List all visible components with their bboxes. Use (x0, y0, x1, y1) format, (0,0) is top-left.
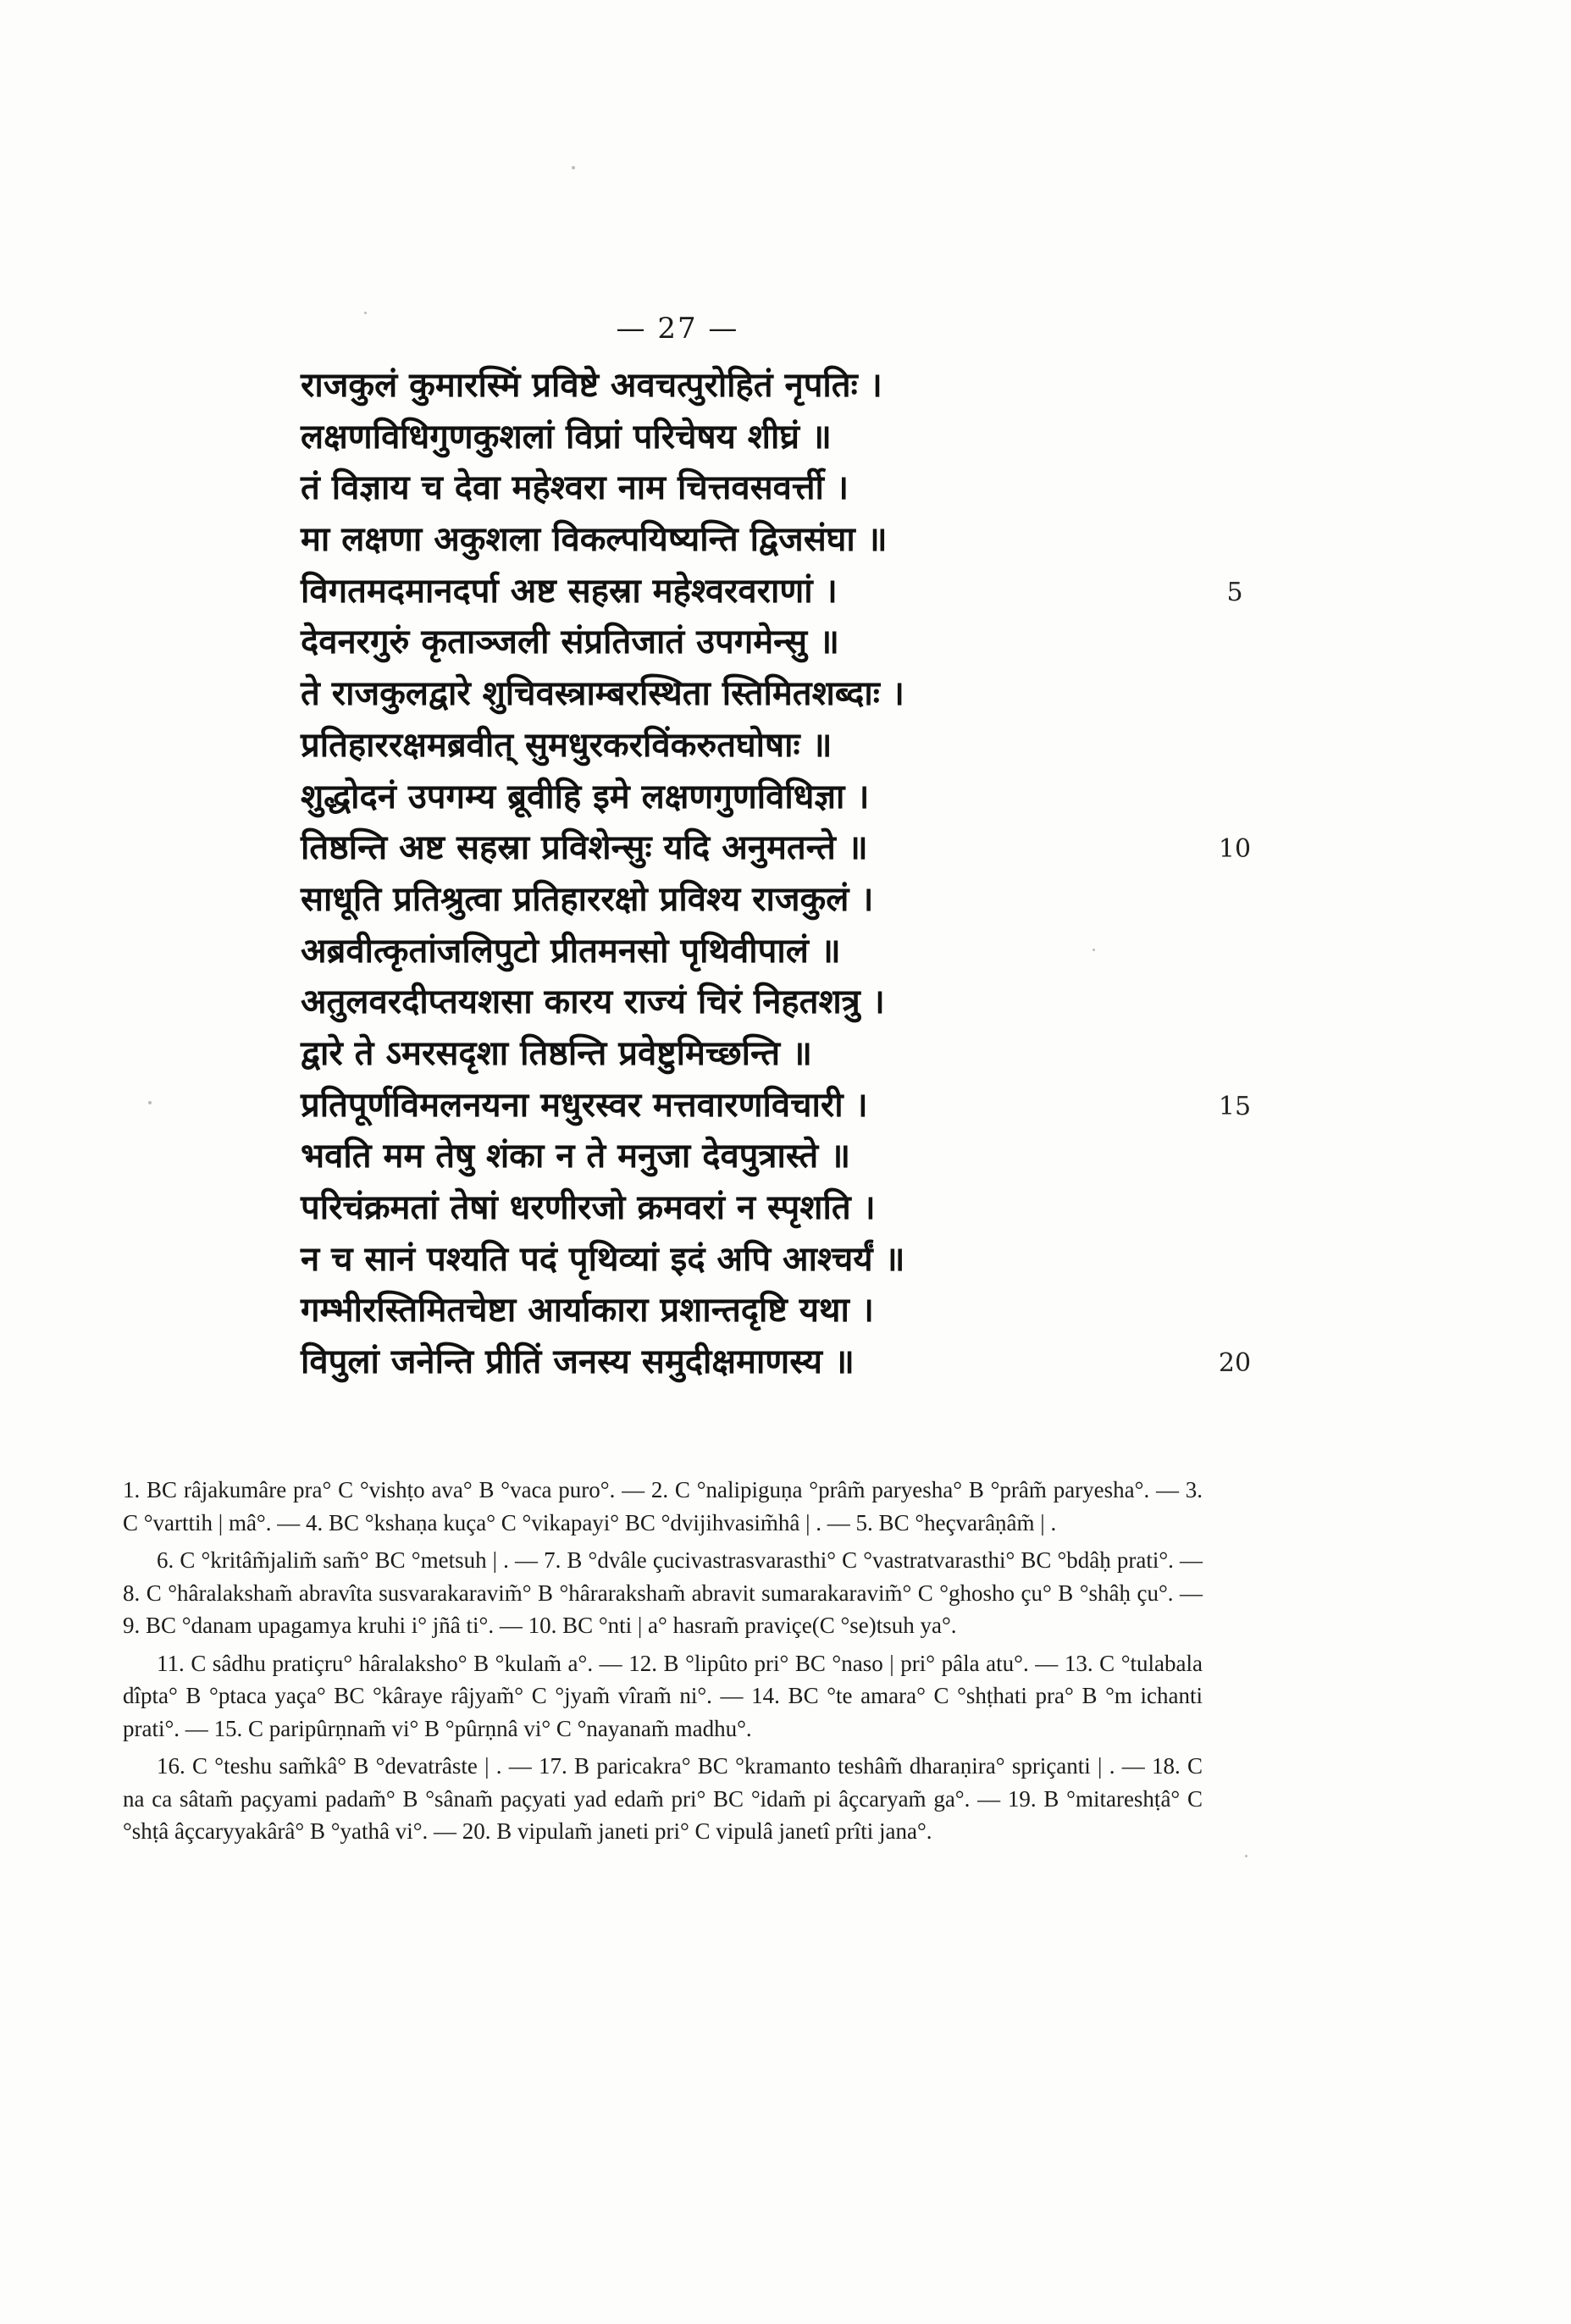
paper-speck (148, 1101, 152, 1104)
verse-line: शुद्धोदनं उपगम्य ब्रूवीहि इमे लक्षणगुणविधिज्ञा । (301, 777, 870, 816)
paper-speck (1245, 1855, 1247, 1857)
verse-line: विपुलां जनेन्ति प्रीतिं जनस्य समुदीक्षमाणस्य ॥ (301, 1342, 855, 1382)
verse-line: न च सानं पश्यति पदं पृथिव्यां इदं अपि आश्चर्यं ॥ (301, 1239, 905, 1279)
verse-line: तिष्ठन्ति अष्ट सहस्रा प्रविशेन्सुः यदि अनुमतन्ते ॥ (301, 828, 868, 868)
verse-line: गम्भीरस्तिमितचेष्टा आर्याकारा प्रशान्तदृष्टि यथा । (301, 1291, 874, 1331)
verse-line: प्रतिपूर्णविमलनयना मधुरस्वर मत्तवारणविचारी । (301, 1085, 868, 1125)
verse-line: ते राजकुलद्वारे शुचिवस्त्राम्बरस्थिता स्तिमितशब्दाः । (301, 674, 904, 714)
verse-line: देवनरगुरुं कृताञ्जली संप्रतिजातं उपगमेन्सु ॥ (301, 622, 839, 662)
footnote-paragraph: 16. C °teshu sam̃kâ° B °devatrâste | . — 17. B paricakra° BC °kramanto teshâm̃ dharaṇira° spriçanti | . — 18. C na ca sâtam̃ paçyami padam̃° B °sânam̃ paçyati yad edam̃ pri° BC °idam̃ pi âçcaryam̃ ga°. — 19. B °mitareshṭâ° C °shṭâ âçcaryyakârâ° B °yathâ vi°. — 20. B vipulam̃ janeti pri° C vipulâ janetî prîti jana°. (123, 1753, 1203, 1844)
paper-speck (1093, 949, 1095, 951)
line-number: 10 (1218, 834, 1252, 865)
verse-line: भवति मम तेषु शंका न ते मनुजा देवपुत्रास्ते ॥ (301, 1137, 851, 1176)
verse-line: द्वारे ते ऽमरसदृशा तिष्ठन्ति प्रवेष्टुमिच्छन्ति ॥ (301, 1033, 812, 1073)
verse-line: प्रतिहाररक्षमब्रवीत् सुमधुरकरविंकरुतघोषाः ॥ (301, 725, 833, 765)
paper-speck (572, 166, 575, 169)
verse-block (301, 360, 1317, 1388)
footnotes (123, 1474, 1203, 1853)
verse-line: अब्रवीत्कृतांजलिपुटो प्रीतमनसो पृथिवीपालं ॥ (301, 931, 841, 971)
verse-line: साधूति प्रतिश्रुत्वा प्रतिहाररक्षो प्रविश्य राजकुलं । (301, 879, 874, 919)
verse-line: राजकुलं कुमारस्मिं प्रविष्टे अवचत्पुरोहितं नृपतिः । (301, 366, 882, 405)
line-number: 15 (1218, 1091, 1252, 1121)
footnote-paragraph: 6. C °kritâm̃jalim̃ sam̃° BC °metsuh | . — 7. B °dvâle çucivastrasvarasthi° C °vastratvarasthi° BC °bdâḥ prati°. — 8. C °hâralaksham̃ abravîta susvarakaravim̃° B °hâraraksham̃ abravit sumarakaravim̃° C °ghosho çu° B °shâḥ çu°. — 9. BC °danam upagamya kruhi i° jñâ ti°. — 10. BC °nti | a° hasram̃ praviçe(C °se)tsuh ya°. (123, 1547, 1203, 1638)
verse-line: अतुलवरदीप्तयशसा कारय राज्यं चिरं निहतशत्रु । (301, 982, 885, 1022)
paper-speck (364, 312, 367, 314)
verse-line: तं विज्ञाय च देवा महेश्वरा नाम चित्तवसवर्त्ती । (301, 468, 849, 508)
line-number: 20 (1218, 1348, 1252, 1379)
page-number: — 27 — (616, 312, 739, 346)
footnote-paragraph: 11. C sâdhu pratiçru° hâralaksho° B °kulam̃ a°. — 12. B °lipûto pri° BC °naso | pri° pâla atu°. — 13. C °tulabala dîpta° B °ptaca yaça° BC °kâraye râjyam̃° C °jyam̃ vîram̃ ni°. — 14. BC °te amara° C °shṭhati pra° B °m ichanti prati°. — 15. C paripûrṇnam̃ vi° B °pûrṇnâ vi° C °nayanam̃ madhu°. (123, 1650, 1203, 1741)
verse-line: परिचंक्रमतां तेषां धरणीरजो क्रमवरां न स्पृशति । (301, 1188, 876, 1227)
verse-line: विगतमदमानदर्पा अष्ट सहस्रा महेश्वरवराणां । (301, 571, 838, 611)
line-number: 5 (1226, 577, 1243, 607)
verse-line: लक्षणविधिगुणकुशलां विप्रां परिचेषय शीघ्रं ॥ (301, 417, 832, 456)
footnote-paragraph: 1. BC râjakumâre pra° C °vishṭo ava° B °vaca puro°. — 2. C °nalipiguṇa °prâm̃ paryesha° B °prâm̃ paryesha°. — 3. C °varttih | mâ°. — 4. BC °kshaṇa kuça° C °vikapayi° BC °dvijihvasim̃hâ | . — 5. BC °heçvarâṇâm̃ | . (123, 1477, 1203, 1536)
verse-line: मा लक्षणा अकुशला विकल्पयिष्यन्ति द्विजसंघा ॥ (301, 520, 888, 560)
